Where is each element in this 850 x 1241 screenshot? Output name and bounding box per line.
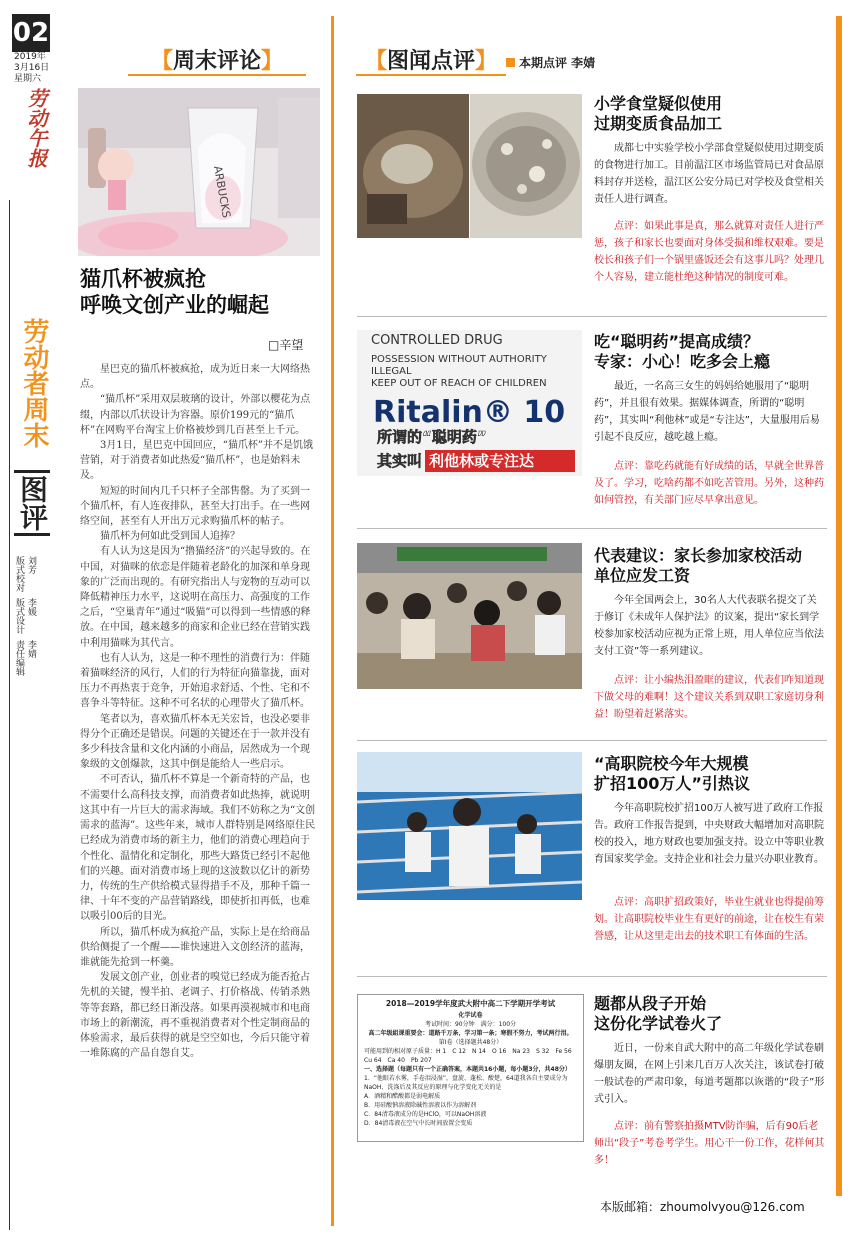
item-separator: [357, 316, 827, 317]
section-tag: [14, 470, 50, 536]
title-line: 扩招100万人”引热议: [594, 774, 750, 793]
credit-role: 责任编辑: [14, 640, 24, 676]
credit-name: 李媛: [26, 598, 36, 616]
title-line: “高职院校今年大规模: [594, 754, 749, 773]
item-5-title: [594, 994, 828, 1034]
credit-proofread: [14, 556, 54, 592]
exam-title: 2018—2019学年度武大附中高二下学期开学考试: [385, 999, 556, 1008]
credit-editor: [14, 640, 54, 676]
paragraph: 星巴克的猫爪杯被疯抢，成为近日来一大网络热点。: [80, 364, 310, 391]
paragraph: 所以，猫爪杯成为疯抢产品，实际上是在给商品供给侧提了一个醒——谁快速进入文创经济的蓝海，谁就能先抢到一杯羹。: [80, 926, 310, 968]
headline-line-1: 猫爪杯被疯抢: [80, 267, 206, 291]
parents-meeting-photo: [357, 543, 582, 689]
title-line: 单位应发工资: [594, 566, 691, 585]
photo-caption-highlight: 利他林或专注达: [429, 452, 535, 470]
item-separator: [357, 740, 827, 741]
title-line: 吃“聪明药”提高成绩？: [594, 332, 760, 351]
photo-caption-1: 所谓的“聪明药”: [377, 428, 487, 446]
paragraph: 短短的时间内几千只杯子全部售罄。为了买到一个猫爪杯，有人连夜排队，甚至大打出手。在一些网络空间，甚至有人开出万元求购猫爪杯的帖子。: [80, 485, 310, 528]
newspaper-logo: [14, 88, 58, 198]
contact-email: 本版邮箱：zhoumolvyou@126.com: [600, 1200, 805, 1214]
headline-line-2: 呼唤文创产业的崛起: [80, 293, 269, 317]
ritalin-photo: [357, 330, 582, 476]
date-weekday: 星期六: [14, 74, 42, 84]
page-number: 02: [12, 14, 50, 52]
photo-commentary-header: 【 图闻点评 】: [356, 44, 506, 76]
credit-name: 李婧: [26, 640, 36, 658]
chemistry-exam-photo: [357, 994, 584, 1142]
byline: □辛望: [268, 338, 304, 352]
item-3-title: [594, 546, 828, 586]
item-1-title: [594, 94, 828, 134]
paragraph: 有人认为这是因为“撸猫经济”的兴起导致的。在中国，对猫咪的依恋是伴随着老龄化的加深和单身现象的广泛而出现的。有研究指出人与宠物的互动可以降低精神压力水平，这说明在高压力、高强度的工作之后，“空巢青年”通过“吸猫”可以得到一些情感的释放。在中国，越来越多的商家和企业已经在营销实践中利用猫咪为其代言。: [80, 546, 311, 649]
exam-part: 第Ⅰ卷（选择题共48分）: [438, 1039, 503, 1046]
exam-option: B．用硅酸钠溶液除碱性溶液以作为溶解剂: [364, 1102, 477, 1109]
title-line: 专家：小心！吃多会上瘾: [594, 352, 771, 371]
exam-motto: 高二年级組课重要会：道路千万条，学习第一条；寒假不努力，考试两行泪。: [368, 1030, 573, 1037]
exam-subject: 化学试卷: [458, 1012, 483, 1019]
item-1-comment: 点评：如果此事是真，那么就算对责任人进行严惩，孩子和家长也要面对身体受损和维权艰难。要是校长和孩子们一个锅里盛饭还会有这事儿吗？处理几个人容易，建立能杜绝这种情况的制度可难。: [594, 221, 824, 283]
item-separator: [357, 528, 827, 529]
item-2-text: 最近，一名高三女生的妈妈给她服用了“聪明药”，并且很有效果。据媒体调查，所谓的“聪明药”，其实叫“利他林”或是“专注达”，大量服用后易引起不良反应，越吃越上瘾。: [594, 381, 820, 443]
item-2-comment: 点评：靠吃药就能有好成绩的话，早就全世界普及了。学习，吃啥药都不如吃苦管用。另外，这种药如何管控，有关部门应尽早拿出意见。: [594, 461, 824, 506]
section-title: 图闻点评: [386, 48, 475, 74]
pill-label-line-1: CONTROLLED DRUG: [371, 333, 503, 348]
paragraph: 笔者以为，喜欢猫爪杯本无关宏旨，也没必要非得分个正确还是错误。问题的关键还在于一款并没有多少科技含量和文化内涵的小商品，居然成为一个现象级的文创爆款，这其中倒是能给人一些启示。: [80, 713, 310, 771]
exam-question-heading: 一、选择题（每题只有一个正确答案，本题共16小题，每小题3分，共48分）: [364, 1066, 571, 1073]
right-accent-bar: [836, 16, 842, 1196]
credit-design: [14, 598, 54, 634]
cat-paw-cup-photo: [78, 88, 320, 256]
commentator-text: 本期点评 李婧: [519, 56, 596, 70]
vocational-training-photo: [357, 752, 582, 900]
photo-caption-2: 其实叫: [377, 452, 423, 470]
left-rule: [9, 200, 10, 1230]
credit-role: 版式校对: [14, 556, 24, 592]
title-line: 代表建议：家长参加家校活动: [594, 546, 803, 565]
pill-brand: Ritalin® 10: [373, 395, 566, 430]
item-5-text: 近日，一份来自武大附中的高二年级化学试卷刷爆朋友圈，在网上引来几百万人次关注，该试卷打破一般试卷的严肃印象，每道考题都以诙谐的“段子”形式引入。: [594, 1043, 825, 1105]
exam-question-1: 1．“他眼若水雾，手卷泪浸湿”，盘旋、蓬松、酸楚，64道我各自主要成分为NaOH、洗涤后及其反应的原理与化学变化无关的是: [364, 1075, 568, 1091]
canteen-food-photo: [357, 94, 582, 238]
paragraph: 猫爪杯为何如此受到国人追捧？: [100, 531, 240, 543]
item-3-comment: 点评：让小编热泪盈眶的建议，代表们咋知道现下做父母的难啊！这个建议关系到双职工家庭切身利益！盼望着赶紧落实。: [594, 675, 824, 720]
date-year: 2019年: [14, 52, 46, 62]
pill-label-line-3: ILLEGAL: [371, 366, 412, 377]
exam-option: D．84清毒液在空气中长时间放置会变质: [364, 1120, 473, 1127]
column-divider: [331, 16, 334, 1226]
exam-option: A．酒精和醋酸都是弱电解质: [364, 1093, 441, 1100]
exam-option: C．84清毒液成分的是HClO，可以NaOH溶液: [364, 1111, 487, 1118]
item-3-text: 今年全国两会上，30名人大代表联名提交了关于修订《未成年人保护法》的议案，提出“家长到学校参加家校活动应视为正常上班，用人单位应当依法支付工资”等一系列建议。: [594, 595, 824, 657]
article-headline: [80, 266, 320, 318]
article-body: [80, 362, 316, 1061]
title-line: 题都从段子开始: [594, 994, 707, 1013]
title-line: 过期变质食品加工: [594, 114, 723, 133]
issue-date: [14, 52, 54, 85]
title-line: 小学食堂疑似使用: [594, 94, 723, 113]
item-4-comment: 点评：高职扩招政策好，毕业生就业也得提前筹划。让高职院校毕业生有更好的前途，让在校生有荣誉感，让从这里走出去的技术职工有体面的生活。: [594, 897, 824, 942]
weekend-commentary-header: 【 周末评论 】: [128, 44, 306, 76]
commentator: [506, 54, 595, 71]
date-day: 3月16日: [14, 63, 50, 73]
paragraph: 也有人认为，这是一种不理性的消费行为：伴随着猫咪经济的风行，人们的行为特征向猫靠拢，面对压力不再热衷于竞争，开始追求舒适、个性、宅和不喜争斗等特征。这种不可名状的心理带火了猫爪杯。: [80, 652, 310, 710]
pill-label-line-4: KEEP OUT OF REACH OF CHILDREN: [371, 378, 547, 389]
pill-label-line-2: POSSESSION WITHOUT AUTHORITY: [371, 354, 547, 365]
item-1-text: 成都七中实验学校小学部食堂疑似使用过期变质的食物进行加工。目前温江区市场监管局已对食品原料封存并送检，温江区公安分局已对学校及食堂相关责任人进行调查。: [594, 143, 824, 205]
item-4-title: [594, 754, 828, 794]
item-separator: [357, 976, 827, 977]
item-2-title: [594, 332, 828, 372]
brand-title: [14, 318, 54, 448]
item-4-text: 今年高职院校扩招100万人被写进了政府工作报告。政府工作报告提到，中央财政大幅增加对高职院校的投入，地方财政也要加强支持。设立中等职业教育国家奖学金。支持企业和社会力量兴办职业教育。: [594, 803, 824, 865]
title-line: 这份化学试卷火了: [594, 1014, 723, 1033]
section-title: 周末评论: [172, 48, 261, 74]
logo-text: 劳动午报: [24, 88, 48, 168]
credit-role: 版式设计: [14, 598, 24, 634]
editor-credits: [14, 556, 54, 682]
brand-text: 劳动者周末: [19, 318, 49, 448]
credit-name: 刘芳: [26, 556, 36, 574]
paragraph: 发展文创产业，创业者的嗅觉已经成为能否抢占先机的关键，慢半拍、老调子、打价格战、传销杀熟等等套路，都已经日渐没落。如果再漠视城市和电商市场上的新潮流，再不重视消费者对个性定制商品的体验需求，最后获得的就是空空如也，今后只能守着一堆陈腐的产品自怨自艾。: [80, 972, 310, 1060]
paragraph: “猫爪杯”采用双层玻璃的设计，外部以樱花为点缀，内部以爪状设计为容器。原价199元的“猫爪杯”在网购平台淘宝上价格被炒到几百甚至上千元。: [80, 394, 311, 436]
cup-logo-text: ARBUCKS: [210, 164, 233, 219]
section-tag-text: 图评: [16, 475, 49, 531]
square-icon: [506, 58, 515, 67]
exam-atoms: 可能用到的相对原子质量：H 1 C 12 N 14 O 16 Na 23 S 32 Fe 56 Cu 64 Ca 40 Pb 207: [364, 1048, 578, 1064]
exam-info: 考试时间：90分钟 满分：100分: [424, 1021, 517, 1028]
paragraph: 不可否认，猫爪杯不算是一个新奇特的产品，也不需要什么高科技支撑，而消费者如此热捧，就说明这其中有一片巨大的需求海域。我们不妨称之为“文创需求的蓝海”。这些年来，城市人群特别是网络原住民已经成为消费市场的新主力，他们的消费心理趋向于个性化、温情化和定制化，那些大路货已经引不起他们的兴趣。面对消费市场上现的这波数以亿计的新势力，传统的生产供给模式显得措手不及，那种千篇一律、十年不变的产品营销路线，即使折扣再低，也难以吸引00后的目光。: [80, 774, 316, 923]
item-5-comment: 点评：前有警察拍摄MTV防诈骗，后有90后老师出“段子”考卷考学生。用心干一份工作，花样何其多！: [594, 1121, 825, 1166]
paragraph: 3月1日，星巴克中国回应，“猫爪杯”并不是饥饿营销，对于消费者如此热爱“猫爪杯”，也是始料未及。: [80, 440, 313, 482]
